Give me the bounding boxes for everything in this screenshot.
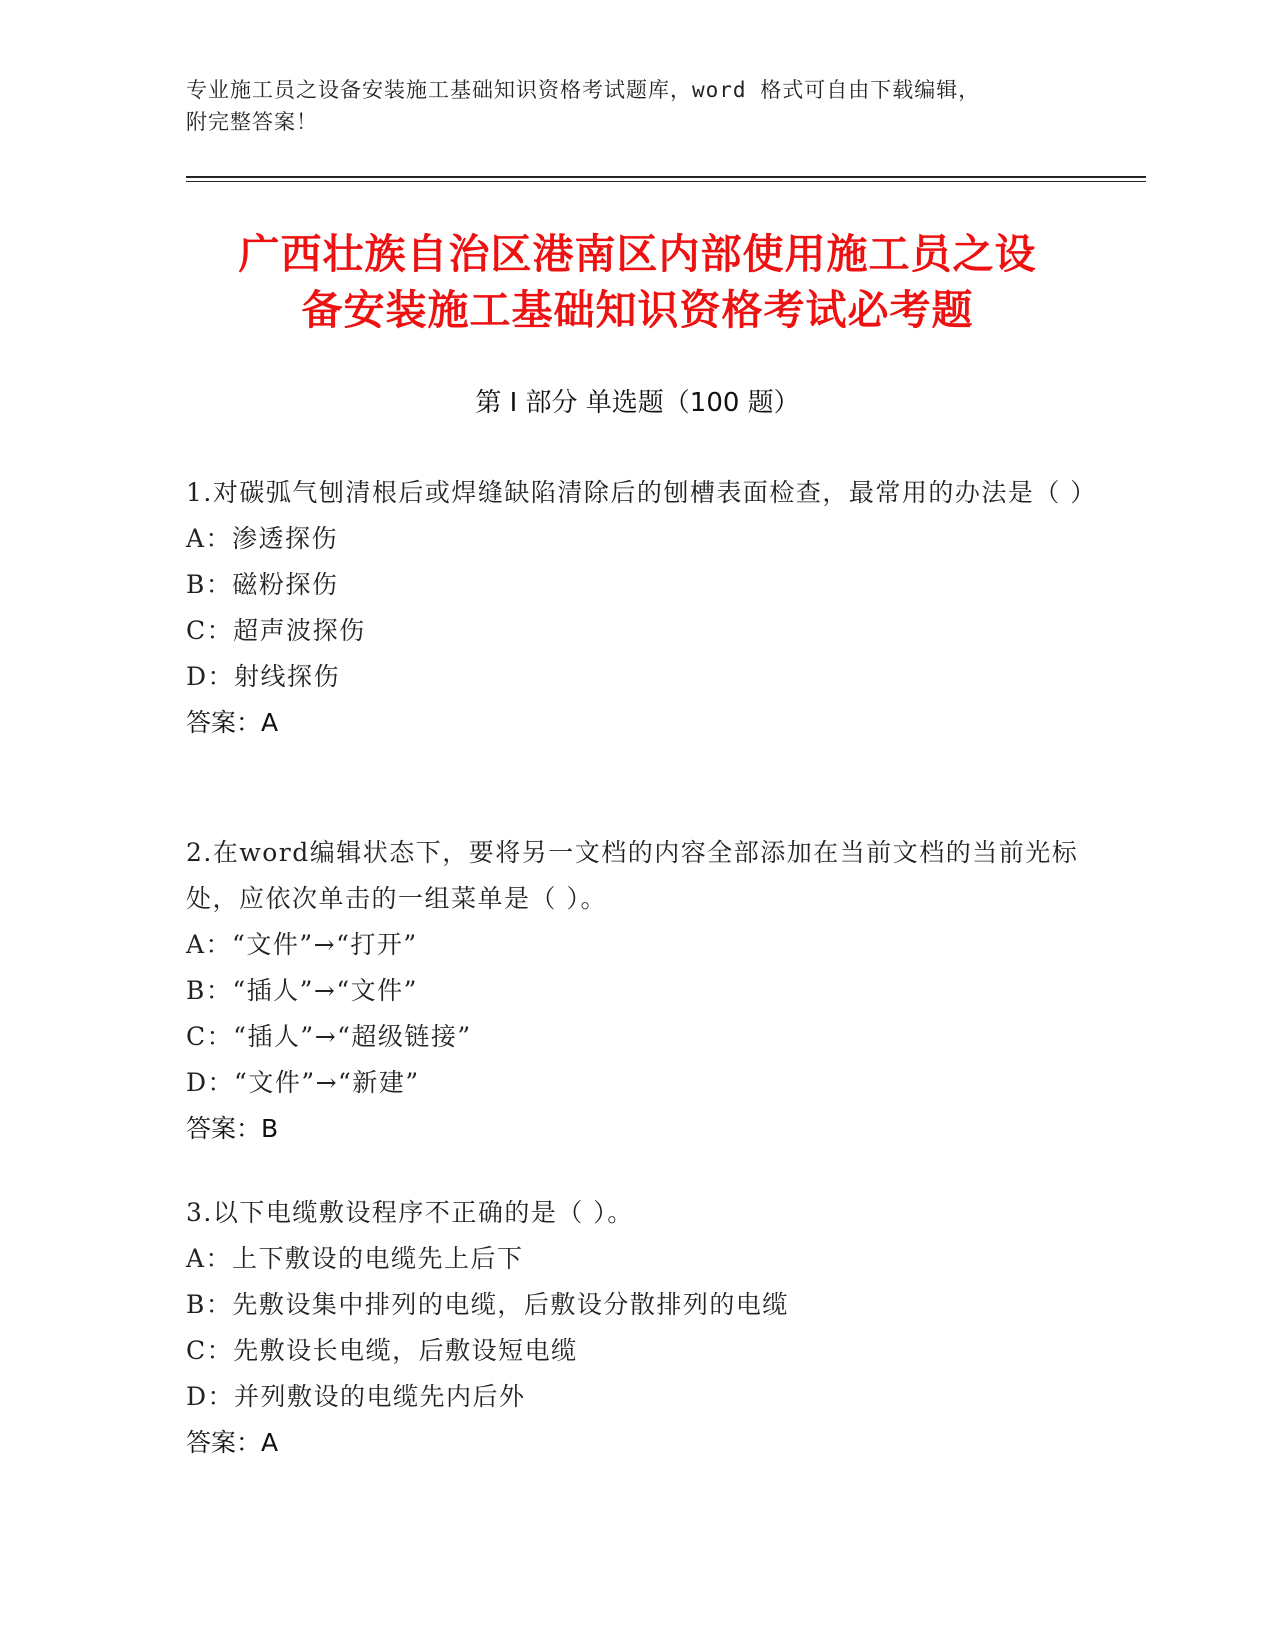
option-a: A：渗透探伤	[186, 524, 339, 553]
document-title-line-2: 备安装施工基础知识资格考试必考题	[301, 286, 974, 334]
option-d: D：射线探伤	[186, 662, 341, 691]
question-block	[186, 1190, 1086, 1466]
option-a: A：“文件”→“打开”	[186, 930, 418, 959]
header-note	[186, 74, 1086, 138]
answer: 答案：A	[186, 708, 279, 737]
option-c: C：先敷设长电缆，后敷设短电缆	[186, 1336, 578, 1365]
option-b: B：磁粉探伤	[186, 570, 339, 599]
header-note-line-2: 附完整答案！	[186, 110, 318, 134]
header-note-line-1: 专业施工员之设备安装施工基础知识资格考试题库，word 格式可自由下载编辑，	[186, 78, 981, 102]
option-c: C：超声波探伤	[186, 616, 366, 645]
answer: 答案：B	[186, 1114, 279, 1143]
option-b: B：先敷设集中排列的电缆，后敷设分散排列的电缆	[186, 1290, 789, 1319]
header-divider-thick	[186, 176, 1146, 178]
option-c: C：“插人”→“超级链接”	[186, 1022, 472, 1051]
option-d: D：并列敷设的电缆先内后外	[186, 1382, 526, 1411]
question-stem: 2.在word编辑状态下，要将另一文档的内容全部添加在当前文档的当前光标处，应依次单击的一组菜单是（ ）。	[186, 838, 1079, 913]
option-a: A：上下敷设的电缆先上后下	[186, 1244, 524, 1273]
section-heading: 第 I 部分 单选题（100 题）	[475, 388, 800, 418]
answer: 答案：A	[186, 1428, 279, 1457]
document-title-line-1: 广西壮族自治区港南区内部使用施工员之设	[238, 230, 1037, 278]
question-stem: 3.以下电缆敷设程序不正确的是（ ）。	[186, 1198, 634, 1227]
question-stem: 1.对碳弧气刨清根后或焊缝缺陷清除后的刨槽表面检查，最常用的办法是（ ）	[186, 478, 1097, 507]
question-block	[186, 830, 1086, 1152]
option-b: B：“插人”→“文件”	[186, 976, 418, 1005]
document-title	[150, 226, 1125, 338]
option-d: D：“文件”→“新建”	[186, 1068, 420, 1097]
question-block	[186, 470, 1097, 746]
header-divider-thin	[186, 181, 1146, 182]
